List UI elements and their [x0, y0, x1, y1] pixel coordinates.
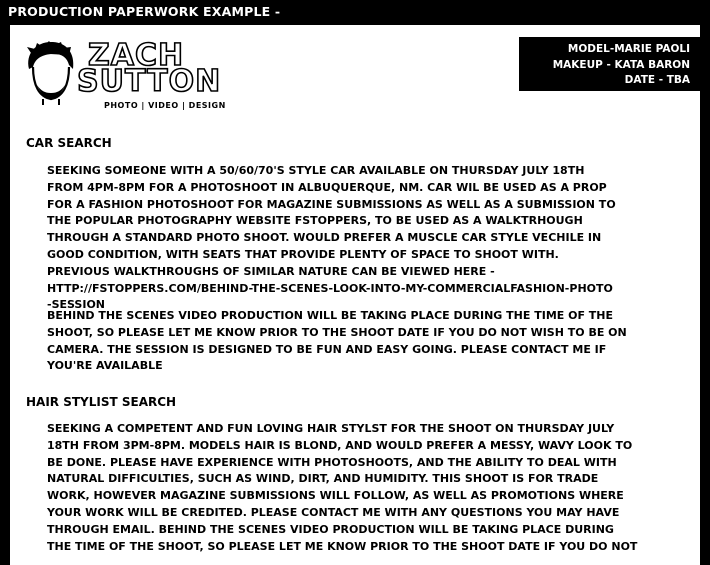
logo-tagline: PHOTO | VIDEO | DESIGN — [104, 101, 226, 110]
text-line: THE TIME OF THE SHOOT, SO PLEASE LET ME KNOW PRIOR TO THE SHOOT DATE IF YOU DO NOT — [47, 539, 638, 553]
credit-makeup: MAKEUP - KATA BARON — [552, 58, 690, 71]
text-line: YOUR WORK WILL BE CREDITED. PLEASE CONTACT ME WITH ANY QUESTIONS YOU MAY HAVE — [47, 505, 620, 519]
logo-name-last: SUTTON — [77, 64, 222, 99]
text-line: SEEKING SOMEONE WITH A 50/60/70'S STYLE CAR AVAILABLE ON THURSDAY JULY 18TH — [47, 164, 585, 177]
text-line: SEEKING A COMPETENT AND FUN LOVING HAIR STYLST FOR THE SHOOT ON THURSDAY JULY — [47, 422, 615, 435]
text-line: SHOOT, SO PLEASE LET ME KNOW PRIOR TO THE SHOOT DATE IF YOU DO NOT WISH TO BE ON — [47, 325, 627, 339]
logo — [23, 39, 273, 114]
credits-box — [519, 37, 700, 91]
credit-model: MODEL-MARIE PAOLI — [567, 43, 690, 55]
text-line: BE DONE. PLEASE HAVE EXPERIENCE WITH PHOTOSHOOTS, AND THE ABILITY TO DEAL WITH — [47, 455, 617, 469]
text-line: PREVIOUS WALKTHROUGHS OF SIMILAR NATURE CAN BE VIEWED HERE - — [47, 264, 495, 278]
car-search-paragraph-2 — [47, 308, 627, 375]
logo-name-first: ZACH — [88, 38, 185, 73]
credit-date: DATE - TBA — [624, 74, 690, 86]
text-line: THE POPULAR PHOTOGRAPHY WEBSITE FSTOPPERS, TO BE USED AS A WALKTRHOUGH — [47, 214, 583, 228]
hair-search-paragraph-1 — [47, 421, 637, 555]
car-search-heading: CAR SEARCH — [26, 136, 112, 150]
car-search-paragraph-1 — [47, 163, 616, 314]
text-line: GOOD CONDITION, WITH SEATS THAT PROVIDE PLENTY OF SPACE TO SHOOT WITH. — [47, 247, 559, 261]
text-line: WORK, HOWEVER MAGAZINE SUBMISSIONS WILL FOLLOW, AS WELL AS PROMOTIONS WHERE — [47, 489, 624, 503]
hair-search-heading: HAIR STYLIST SEARCH — [26, 395, 177, 409]
avatar-icon — [23, 39, 77, 107]
paperwork-sheet — [10, 25, 700, 565]
text-line: FROM 4PM-8PM FOR A PHOTOSHOOT IN ALBUQUERQUE, NM. CAR WIL BE USED AS A PROP — [47, 180, 607, 194]
text-line: 18TH FROM 3PM-8PM. MODELS HAIR IS BLOND, AND WOULD PREFER A MESSY, WAVY LOOK TO — [47, 438, 633, 452]
text-line: BEHIND THE SCENES VIDEO PRODUCTION WILL BE TAKING PLACE DURING THE TIME OF THE — [47, 309, 614, 322]
text-line: THROUGH A STANDARD PHOTO SHOOT. WOULD PREFER A MUSCLE CAR STYLE VECHILE IN — [47, 231, 602, 245]
text-line: FOR A FASHION PHOTOSHOOT FOR MAGAZINE SUBMISSIONS AS WELL AS A SUBMISSION TO — [47, 197, 616, 211]
page-title: PRODUCTION PAPERWORK EXAMPLE - — [8, 4, 281, 19]
text-line: THROUGH EMAIL. BEHIND THE SCENES VIDEO PRODUCTION WILL BE TAKING PLACE DURING — [47, 522, 614, 536]
text-line: NATURAL DIFFICULTIES, SUCH AS WIND, DIRT, AND HUMIDITY. THIS SHOOT IS FOR TRADE — [47, 472, 599, 486]
text-line: YOU'RE AVAILABLE — [47, 359, 163, 373]
text-line: HTTP://FSTOPPERS.COM/BEHIND-THE-SCENES-LOOK-INTO-MY-COMMERCIALFASHION-PHOTO — [47, 281, 613, 295]
text-line: -SESSION — [47, 298, 106, 312]
text-line: CAMERA. THE SESSION IS DESIGNED TO BE FUN AND EASY GOING. PLEASE CONTACT ME IF — [47, 342, 607, 356]
